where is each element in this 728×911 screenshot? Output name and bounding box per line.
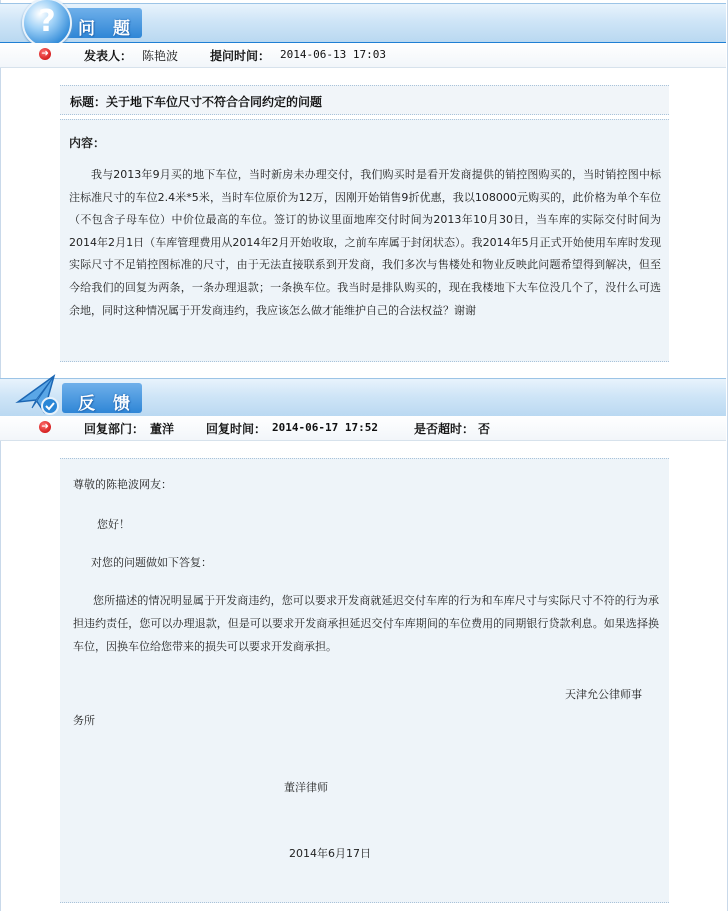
question-section-title: 问题 [78, 19, 148, 39]
overdue-label: 是否超时： [414, 422, 475, 436]
reply-date: 2014年6月17日 [289, 847, 371, 860]
feedback-section-title: 反馈 [78, 394, 148, 414]
ask-time: 2014-06-13 17:03 [280, 48, 386, 61]
firm-line-1: 天津允公律师事 [565, 688, 642, 701]
question-subject: 标题：关于地下车位尺寸不符合合同约定的问题 [70, 95, 323, 109]
reply-time-label: 回复时间： [206, 422, 267, 436]
firm-line-2: 务所 [73, 714, 95, 727]
ask-time-label: 提问时间： [210, 49, 271, 63]
feedback-meta [0, 416, 726, 441]
reply-greeting: 您好！ [97, 518, 130, 531]
question-content-text: 我与2013年9月买的地下车位，当时新房未办理交付，我们购买时是看开发商提供的销控图购买的，当时销控图中标注标准尺寸的车位2.4米*5米，当时车位原价为12万，因刚开始销售9折优惠，我以108000元购买的，此价格为单个车位（不包含子母车位）中价位最高的车位。签订的协议里面地库交付时间为2013年10月30日，当车库的实际交付时间为2014年2月1日（车库管理费用从2014年2月开始收取，之前车库属于封闭状态）。我2014年5月正式开始使用车库时发现实际尺寸不足销控图标准的尺寸，由于无法直接联系到开发商，我们多次与售楼处和物业反映此问题希望得到解决，但至今给我们的回复为两条，一条办理退款；一条换车位。我当时是排队购买的，现在我楼地下大车位没几个了，没什么可选余地，同时这种情况属于开发商违约，我应该怎么做才能维护自己的合法权益？谢谢 [69, 168, 661, 317]
dept-name: 董洋 [150, 422, 175, 436]
feedback-header [0, 378, 726, 419]
content-label: 内容： [69, 136, 106, 150]
sender-label: 发表人： [84, 49, 133, 63]
sender-name: 陈艳波 [142, 49, 179, 63]
question-meta [0, 43, 726, 68]
red-arrow-bullet-icon: ➜ [39, 421, 51, 433]
question-subject-panel [60, 85, 669, 115]
reply-salutation: 尊敬的陈艳波网友： [73, 478, 172, 491]
reply-panel [60, 458, 669, 903]
question-mark-icon: ? [22, 0, 72, 48]
question-header [0, 3, 726, 44]
reply-time: 2014-06-17 17:52 [272, 421, 378, 434]
reply-body: 您所描述的情况明显属于开发商违约，您可以要求开发商就延迟交付车库的行为和车库尺寸与实际尺寸不符的行为承担违约责任，您可以办理退款，但是可以要求开发商承担延迟交付车库期间的车位费用的同期银行贷款利息。如果选择换车位，因换车位给您带来的损失可以要求开发商承担。 [73, 594, 659, 653]
reply-intro: 对您的问题做如下答复： [91, 556, 212, 569]
lawyer-signature: 董洋律师 [284, 781, 328, 794]
red-arrow-bullet-icon: ➜ [39, 48, 51, 60]
paper-plane-icon [14, 372, 62, 416]
overdue-value: 否 [478, 422, 491, 436]
dept-label: 回复部门： [84, 422, 145, 436]
question-content-panel [60, 119, 669, 362]
